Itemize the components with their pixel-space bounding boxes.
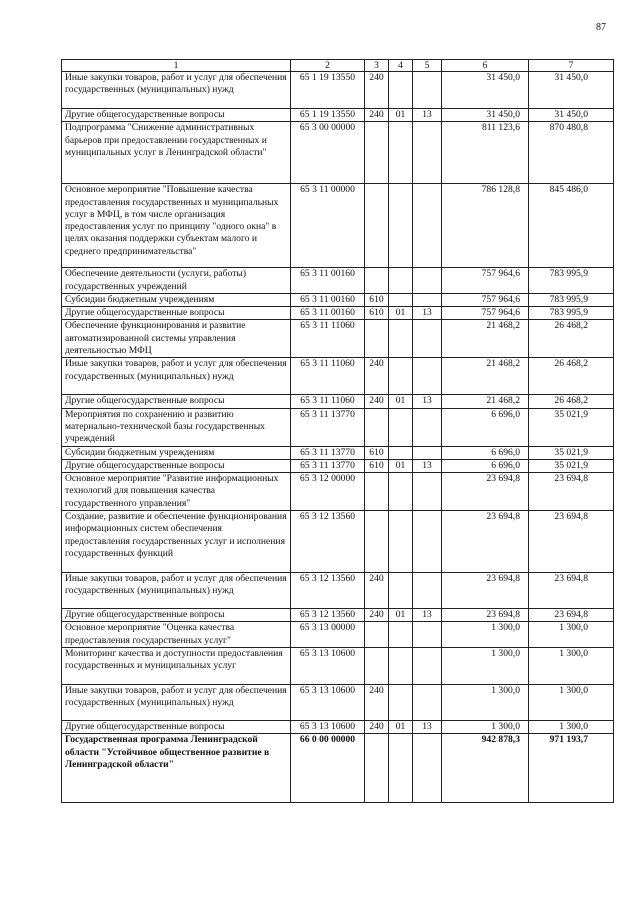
subsection-cell: 13 — [413, 720, 442, 733]
table-row — [62, 320, 614, 358]
section-cell — [389, 408, 413, 446]
amount-year-2-cell: 23 694,8 — [529, 573, 614, 609]
target-code-cell: 65 3 13 10600 — [291, 684, 365, 720]
budget-table — [61, 59, 614, 803]
target-code-cell: 65 3 11 13770 — [291, 408, 365, 446]
table-row — [62, 122, 614, 184]
table-row — [62, 268, 614, 294]
section-cell — [389, 358, 413, 395]
target-code-cell: 65 3 12 13560 — [291, 573, 365, 609]
header-cell: 7 — [529, 60, 614, 72]
expense-type-cell: 610 — [365, 293, 389, 306]
subsection-cell — [413, 358, 442, 395]
subsection-cell — [413, 320, 442, 358]
item-name-cell: Другие общегосударственные вопросы — [62, 109, 291, 122]
amount-year-2-cell: 35 021,9 — [529, 446, 614, 459]
amount-year-2-cell: 1 300,0 — [529, 720, 614, 733]
amount-year-2-cell: 26 468,2 — [529, 395, 614, 408]
item-name-cell: Основное мероприятие "Повышение качества предоставления государственных и муниципальных услуг в МФЦ, в том числе организация предоставления услуг по принципу "одного окна" в целях оказания поддержки субъектам малого и среднего предпринимательства" — [62, 184, 291, 268]
item-name-cell: Иные закупки товаров, работ и услуг для обеспечения государственных (муниципальных) нужд — [62, 684, 291, 720]
item-name-cell: Мероприятия по сохранению и развитию материально-технической базы государственных учреждений — [62, 408, 291, 446]
target-code-cell: 65 3 13 00000 — [291, 622, 365, 648]
table-row — [62, 573, 614, 609]
amount-year-2-cell: 971 193,7 — [529, 734, 614, 803]
section-cell — [389, 268, 413, 294]
target-code-cell: 65 3 13 10600 — [291, 647, 365, 684]
page-number: 87 — [596, 22, 606, 33]
table-row — [62, 184, 614, 268]
table-row — [62, 307, 614, 320]
item-name-cell: Основное мероприятие "Оценка качества предоставления государственных услуг" — [62, 622, 291, 648]
table-row — [62, 358, 614, 395]
expense-type-cell: 240 — [365, 720, 389, 733]
expense-type-cell: 240 — [365, 358, 389, 395]
section-cell — [389, 122, 413, 184]
subsection-cell: 13 — [413, 395, 442, 408]
amount-year-2-cell: 783 995,9 — [529, 268, 614, 294]
target-code-cell: 65 3 11 13770 — [291, 459, 365, 472]
target-code-cell: 65 3 11 00160 — [291, 307, 365, 320]
expense-type-cell — [365, 320, 389, 358]
section-cell: 01 — [389, 395, 413, 408]
expense-type-cell: 240 — [365, 684, 389, 720]
section-cell — [389, 647, 413, 684]
section-cell — [389, 511, 413, 573]
expense-type-cell: 240 — [365, 109, 389, 122]
section-cell: 01 — [389, 459, 413, 472]
subsection-cell: 13 — [413, 459, 442, 472]
table-row — [62, 72, 614, 109]
subsection-cell — [413, 184, 442, 268]
target-code-cell: 65 3 13 10600 — [291, 720, 365, 733]
section-cell — [389, 293, 413, 306]
item-name-cell: Обеспечение деятельности (услуги, работы) государственных учреждений — [62, 268, 291, 294]
subsection-cell — [413, 122, 442, 184]
expense-type-cell — [365, 268, 389, 294]
table-row — [62, 511, 614, 573]
amount-year-1-cell: 6 696,0 — [442, 446, 529, 459]
section-cell: 01 — [389, 609, 413, 622]
amount-year-1-cell: 1 300,0 — [442, 647, 529, 684]
subsection-cell — [413, 408, 442, 446]
amount-year-2-cell: 23 694,8 — [529, 473, 614, 511]
subsection-cell: 13 — [413, 609, 442, 622]
amount-year-1-cell: 6 696,0 — [442, 408, 529, 446]
amount-year-2-cell: 1 300,0 — [529, 684, 614, 720]
table-row — [62, 609, 614, 622]
amount-year-1-cell: 811 123,6 — [442, 122, 529, 184]
item-name-cell: Другие общегосударственные вопросы — [62, 307, 291, 320]
amount-year-2-cell: 1 300,0 — [529, 622, 614, 648]
section-cell — [389, 184, 413, 268]
target-code-cell: 65 1 19 13550 — [291, 72, 365, 109]
item-name-cell: Государственная программа Ленинградской области "Устойчивое общественное развитие в Ленинградской области" — [62, 734, 291, 803]
section-cell — [389, 734, 413, 803]
header-cell: 4 — [389, 60, 413, 72]
expense-type-cell: 610 — [365, 307, 389, 320]
target-code-cell: 65 3 11 00160 — [291, 293, 365, 306]
amount-year-1-cell: 1 300,0 — [442, 684, 529, 720]
section-cell — [389, 684, 413, 720]
header-cell: 3 — [365, 60, 389, 72]
amount-year-2-cell: 23 694,8 — [529, 511, 614, 573]
table-row — [62, 459, 614, 472]
section-cell: 01 — [389, 109, 413, 122]
header-cell: 2 — [291, 60, 365, 72]
item-name-cell: Мониторинг качества и доступности предоставления государственных и муниципальных услуг — [62, 647, 291, 684]
expense-type-cell — [365, 647, 389, 684]
section-cell: 01 — [389, 720, 413, 733]
amount-year-2-cell: 26 468,2 — [529, 358, 614, 395]
table-row — [62, 109, 614, 122]
expense-type-cell — [365, 473, 389, 511]
section-cell — [389, 446, 413, 459]
header-cell: 5 — [413, 60, 442, 72]
amount-year-2-cell: 870 480,8 — [529, 122, 614, 184]
amount-year-1-cell: 6 696,0 — [442, 459, 529, 472]
amount-year-1-cell: 31 450,0 — [442, 109, 529, 122]
item-name-cell: Подпрограмма "Снижение административных барьеров при предоставлении государственных и муниципальных услуг в Ленинградской области" — [62, 122, 291, 184]
expense-type-cell — [365, 734, 389, 803]
subsection-cell — [413, 684, 442, 720]
target-code-cell: 65 3 11 11060 — [291, 395, 365, 408]
expense-type-cell: 610 — [365, 446, 389, 459]
amount-year-2-cell: 35 021,9 — [529, 459, 614, 472]
item-name-cell: Другие общегосударственные вопросы — [62, 459, 291, 472]
expense-type-cell — [365, 408, 389, 446]
expense-type-cell — [365, 511, 389, 573]
expense-type-cell: 240 — [365, 573, 389, 609]
amount-year-1-cell: 1 300,0 — [442, 720, 529, 733]
subsection-cell — [413, 72, 442, 109]
target-code-cell: 65 3 11 13770 — [291, 446, 365, 459]
header-cell: 1 — [62, 60, 291, 72]
amount-year-1-cell: 1 300,0 — [442, 622, 529, 648]
item-name-cell: Субсидии бюджетным учреждениям — [62, 446, 291, 459]
subsection-cell — [413, 734, 442, 803]
item-name-cell: Другие общегосударственные вопросы — [62, 609, 291, 622]
section-cell — [389, 320, 413, 358]
subsection-cell: 13 — [413, 109, 442, 122]
amount-year-1-cell: 31 450,0 — [442, 72, 529, 109]
target-code-cell: 65 3 11 00160 — [291, 268, 365, 294]
target-code-cell: 65 3 11 11060 — [291, 358, 365, 395]
amount-year-1-cell: 23 694,8 — [442, 609, 529, 622]
target-code-cell: 65 3 12 13560 — [291, 609, 365, 622]
target-code-cell: 65 1 19 13550 — [291, 109, 365, 122]
amount-year-1-cell: 23 694,8 — [442, 511, 529, 573]
subsection-cell — [413, 573, 442, 609]
target-code-cell: 65 3 11 00000 — [291, 184, 365, 268]
amount-year-1-cell: 23 694,8 — [442, 473, 529, 511]
amount-year-2-cell: 783 995,9 — [529, 307, 614, 320]
expense-type-cell — [365, 622, 389, 648]
amount-year-2-cell: 783 995,9 — [529, 293, 614, 306]
table-row — [62, 446, 614, 459]
header-cell: 6 — [442, 60, 529, 72]
table-row — [62, 293, 614, 306]
table-row — [62, 473, 614, 511]
table-row — [62, 684, 614, 720]
subsection-cell — [413, 293, 442, 306]
amount-year-1-cell: 757 964,6 — [442, 268, 529, 294]
item-name-cell: Иные закупки товаров, работ и услуг для обеспечения государственных (муниципальных) нужд — [62, 573, 291, 609]
amount-year-2-cell: 845 486,0 — [529, 184, 614, 268]
section-cell — [389, 622, 413, 648]
item-name-cell: Субсидии бюджетным учреждениям — [62, 293, 291, 306]
amount-year-1-cell: 786 128,8 — [442, 184, 529, 268]
amount-year-1-cell: 23 694,8 — [442, 573, 529, 609]
subsection-cell — [413, 511, 442, 573]
table-row — [62, 395, 614, 408]
amount-year-1-cell: 757 964,6 — [442, 293, 529, 306]
section-cell: 01 — [389, 307, 413, 320]
amount-year-2-cell: 1 300,0 — [529, 647, 614, 684]
target-code-cell: 65 3 12 00000 — [291, 473, 365, 511]
amount-year-1-cell: 942 878,3 — [442, 734, 529, 803]
header-row — [62, 60, 614, 72]
amount-year-1-cell: 21 468,2 — [442, 320, 529, 358]
item-name-cell: Другие общегосударственные вопросы — [62, 720, 291, 733]
expense-type-cell: 240 — [365, 609, 389, 622]
subsection-cell — [413, 473, 442, 511]
section-cell — [389, 573, 413, 609]
amount-year-2-cell: 35 021,9 — [529, 408, 614, 446]
item-name-cell: Иные закупки товаров, работ и услуг для обеспечения государственных (муниципальных) нужд — [62, 72, 291, 109]
target-code-cell: 66 0 00 00000 — [291, 734, 365, 803]
item-name-cell: Обеспечение функционирования и развитие автоматизированной системы управления деятельностью МФЦ — [62, 320, 291, 358]
section-cell — [389, 72, 413, 109]
expense-type-cell — [365, 184, 389, 268]
amount-year-1-cell: 21 468,2 — [442, 358, 529, 395]
amount-year-2-cell: 26 468,2 — [529, 320, 614, 358]
item-name-cell: Основное мероприятие "Развитие информационных технологий для повышения качества государственного управления" — [62, 473, 291, 511]
subsection-cell — [413, 622, 442, 648]
amount-year-2-cell: 31 450,0 — [529, 109, 614, 122]
section-cell — [389, 473, 413, 511]
expense-type-cell — [365, 122, 389, 184]
table-row — [62, 622, 614, 648]
table-row — [62, 720, 614, 733]
expense-type-cell: 240 — [365, 395, 389, 408]
target-code-cell: 65 3 11 11060 — [291, 320, 365, 358]
table-row — [62, 647, 614, 684]
expense-type-cell: 610 — [365, 459, 389, 472]
item-name-cell: Создание, развитие и обеспечение функционирования информационных систем обеспечения предоставления государственных услуг и исполнения государственных функций — [62, 511, 291, 573]
amount-year-2-cell: 23 694,8 — [529, 609, 614, 622]
item-name-cell: Иные закупки товаров, работ и услуг для обеспечения государственных (муниципальных) нужд — [62, 358, 291, 395]
expense-type-cell: 240 — [365, 72, 389, 109]
subsection-cell: 13 — [413, 307, 442, 320]
target-code-cell: 65 3 00 00000 — [291, 122, 365, 184]
amount-year-2-cell: 31 450,0 — [529, 72, 614, 109]
subsection-cell — [413, 446, 442, 459]
item-name-cell: Другие общегосударственные вопросы — [62, 395, 291, 408]
subsection-cell — [413, 647, 442, 684]
table-row — [62, 734, 614, 803]
table-row — [62, 408, 614, 446]
target-code-cell: 65 3 12 13560 — [291, 511, 365, 573]
amount-year-1-cell: 21 468,2 — [442, 395, 529, 408]
subsection-cell — [413, 268, 442, 294]
amount-year-1-cell: 757 964,6 — [442, 307, 529, 320]
